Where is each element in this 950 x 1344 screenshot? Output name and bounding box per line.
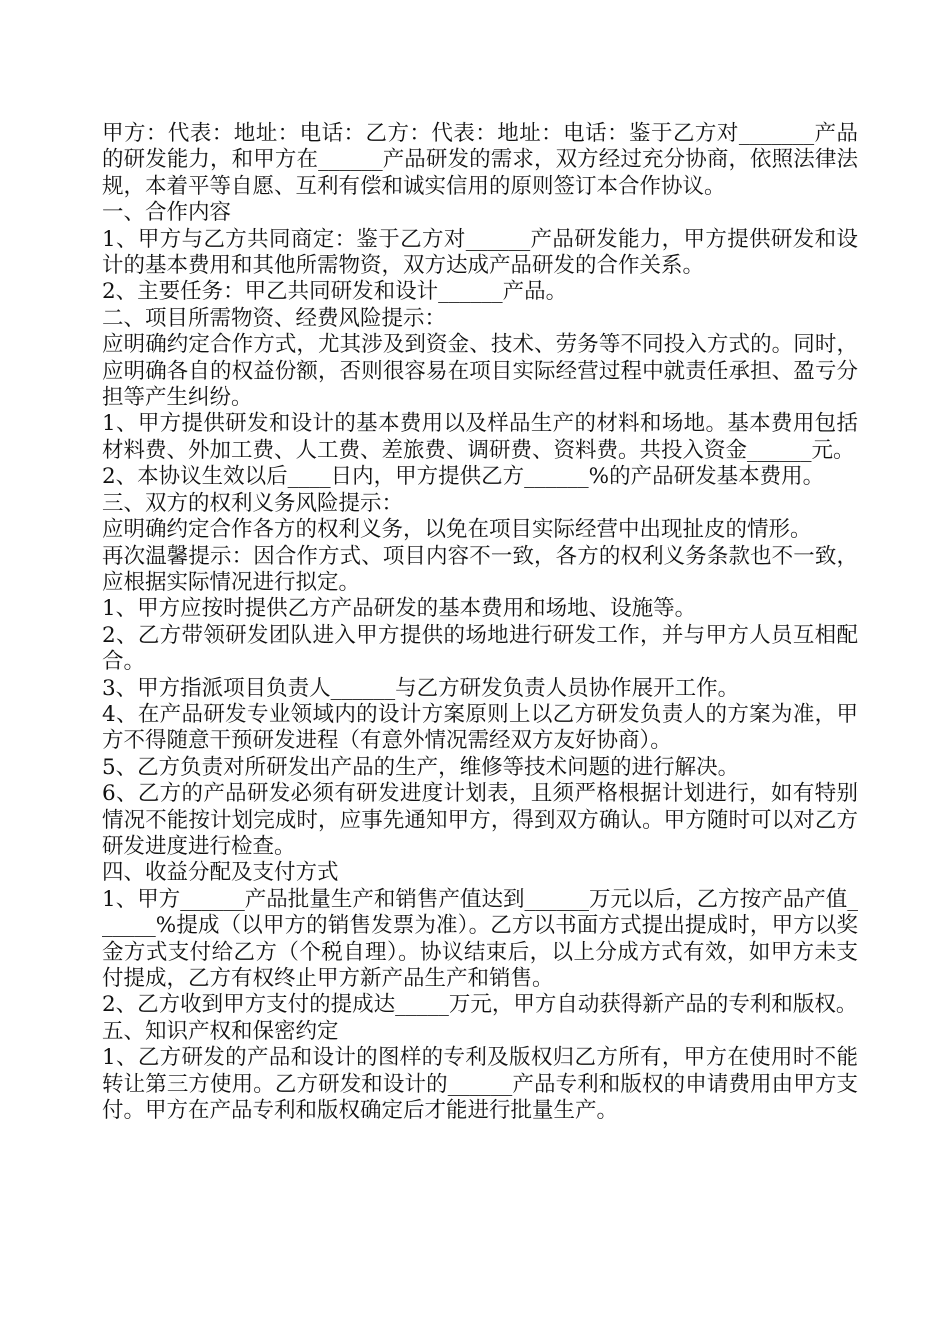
clause-2-2: 2、本协议生效以后____日内，甲方提供乙方______%的产品研发基本费用。: [102, 464, 825, 490]
clause-1-2: 2、主要任务：甲乙共同研发和设计______产品。: [102, 279, 568, 305]
document-page: [102, 121, 858, 1124]
clause-3-3: 3、甲方指派项目负责人______与乙方研发负责人员协作展开工作。: [102, 675, 740, 701]
section-heading-cooperation: 一、合作内容: [102, 200, 232, 226]
clause-3-6: 6、乙方的产品研发必须有研发进度计划表，且须严格根据计划进行，如有特别情况不能按计划完成时，应事先通知甲方，得到双方确认。甲方随时可以对乙方研发进度进行检查。: [102, 781, 858, 859]
section-heading-revenue: 四、收益分配及支付方式: [102, 860, 339, 886]
section-heading-ip: 五、知识产权和保密约定: [102, 1018, 339, 1044]
intro-paragraph: 甲方：代表：地址：电话：乙方：代表：地址：电话：鉴于乙方对_______产品的研发能力，和甲方在______产品研发的需求，双方经过充分协商，依照法律法规，本着平等自愿、互利有偿和诚实信用的原则签订本合作协议。: [102, 121, 858, 199]
clause-3-1: 1、甲方应按时提供乙方产品研发的基本费用和场地、设施等。: [102, 596, 697, 622]
clause-3-5: 5、乙方负责对所研发出产品的生产，维修等技术问题的进行解决。: [102, 754, 740, 780]
clause-4-1: 1、甲方______产品批量生产和销售产值达到______万元以后，乙方按产品产值______%提成（以甲方的销售发票为准）。乙方以书面方式提出提成时，甲方以奖金方式支付给乙方（个税自理）。协议结束后，以上分成方式有效，如甲方未支付提成，乙方有权终止甲方新产品生产和销售。: [102, 886, 858, 991]
clause-5-1: 1、乙方研发的产品和设计的图样的专利及版权归乙方所有，甲方在使用时不能转让第三方使用。乙方研发和设计的______产品专利和版权的申请费用由甲方支付。甲方在产品专利和版权确定后才能进行批量生产。: [102, 1045, 858, 1124]
clause-3-2: 2、乙方带领研发团队进入甲方提供的场地进行研发工作，并与甲方人员互相配合。: [102, 622, 858, 675]
section-heading-rights: 三、双方的权利义务风险提示：: [102, 490, 404, 516]
clause-4-2: 2、乙方收到甲方支付的提成达_____万元，甲方自动获得新产品的专利和版权。: [102, 992, 858, 1018]
clause-1-1: 1、甲方与乙方共同商定：鉴于乙方对______产品研发能力，甲方提供研发和设计的基本费用和其他所需物资，双方达成产品研发的合作关系。: [102, 226, 858, 279]
clause-3-4: 4、在产品研发专业领域内的设计方案原则上以乙方研发负责人的方案为准，甲方不得随意干预研发进程（有意外情况需经双方友好协商）。: [102, 701, 858, 754]
clause-2-1: 1、甲方提供研发和设计的基本费用以及样品生产的材料和场地。基本费用包括材料费、外加工费、人工费、差旅费、调研费、资料费。共投入资金______元。: [102, 411, 858, 463]
section-heading-materials: 二、项目所需物资、经费风险提示：: [102, 305, 447, 331]
risk-note-materials: 应明确约定合作方式，尤其涉及到资金、技术、劳务等不同投入方式的。同时，应明确各自的权益份额，否则很容易在项目实际经营过程中就责任承担、盈亏分担等产生纠纷。: [102, 332, 858, 411]
risk-note-rights: 应明确约定合作各方的权利义务，以免在项目实际经营中出现扯皮的情形。: [102, 517, 812, 543]
reminder-note: 再次温馨提示：因合作方式、项目内容不一致，各方的权利义务条款也不一致，应根据实际情况进行拟定。: [102, 543, 858, 595]
